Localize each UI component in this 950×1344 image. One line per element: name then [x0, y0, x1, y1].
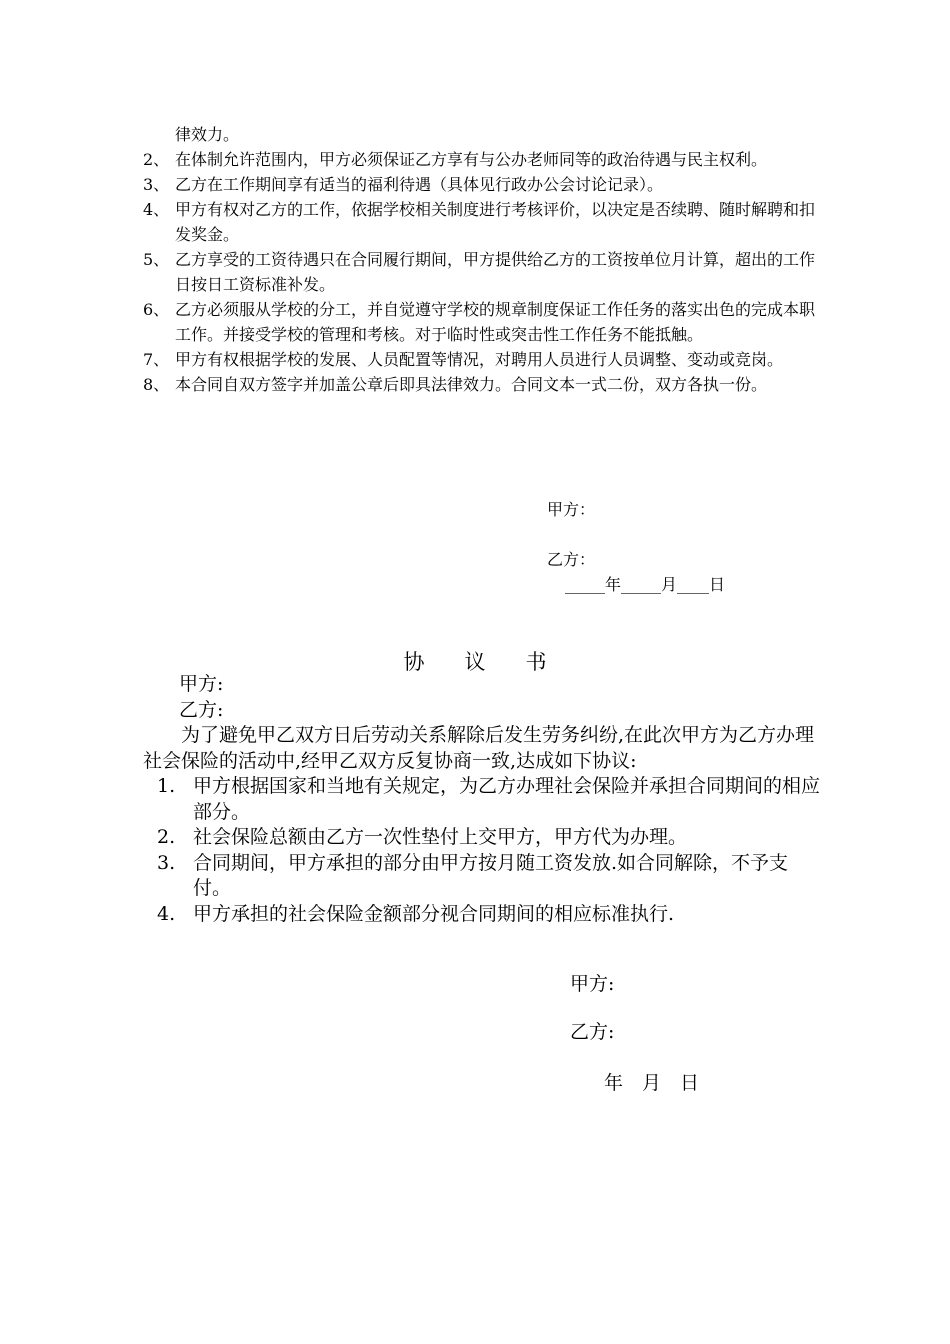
item-number: 2. [157, 826, 176, 848]
contract-item [143, 297, 823, 347]
item-number: 4. [157, 902, 176, 925]
item-text: 甲方有权根据学校的发展、人员配置等情况，对聘用人员进行人员调整、变动或竞岗。 [175, 350, 784, 369]
agreement-intro: 为了避免甲乙双方日后劳动关系解除后发生劳务纠纷,在此次甲方为乙方办理社会保险的活动中,经甲乙双方反复协商一致,达成如下协议: [143, 724, 815, 772]
contract-date: _____年_____月____日 [565, 575, 726, 594]
item-number: 3. [157, 851, 176, 874]
item-number: 7、 [143, 350, 170, 369]
item-text: 乙方必须服从学校的分工，并自觉遵守学校的规章制度保证工作任务的落实出色的完成本职工作。并接受学校的管理和考核。对于临时性或突击性工作任务不能抵触。 [175, 300, 816, 344]
agreement-party-b: 乙方: [179, 698, 224, 721]
contract-item [143, 197, 823, 247]
agreement-item [143, 825, 823, 851]
agreement-sign-party-a: 甲方: [570, 973, 615, 995]
contract-item [143, 347, 823, 372]
item-number: 6、 [143, 300, 170, 319]
contract-continuation: 律效力。 [175, 125, 240, 144]
agreement-date: 年 月 日 [604, 1072, 700, 1094]
item-number: 8、 [143, 375, 170, 394]
contract-terms [143, 122, 823, 397]
item-text: 乙方享受的工资待遇只在合同履行期间，甲方提供给乙方的工资按单位月计算，超出的工作日按日工资标准补发。 [175, 250, 816, 294]
contract-party-a-signature: 甲方： [547, 500, 596, 519]
agreement-body [143, 672, 823, 927]
item-text: 在体制允许范围内，甲方必须保证乙方享有与公办老师同等的政治待遇与民主权利。 [175, 150, 768, 169]
item-text: 本合同自双方签字并加盖公章后即具法律效力。合同文本一式二份，双方各执一份。 [175, 375, 768, 394]
agreement-item [143, 774, 823, 825]
item-number: 3、 [143, 175, 170, 194]
agreement-item [143, 851, 823, 902]
contract-item [143, 147, 823, 172]
item-number: 2、 [143, 150, 170, 169]
item-number: 5、 [143, 250, 170, 269]
contract-item [143, 372, 823, 397]
agreement-party-a: 甲方: [179, 673, 224, 695]
item-number: 4、 [143, 200, 170, 219]
contract-item [143, 172, 823, 197]
contract-party-b-signature: 乙方： [547, 550, 596, 569]
agreement-item [143, 902, 823, 928]
item-text: 甲方承担的社会保险金额部分视合同期间的相应标准执行. [193, 902, 675, 925]
contract-item [143, 247, 823, 297]
agreement-title: 协议书 [403, 650, 587, 674]
item-text: 社会保险总额由乙方一次性垫付上交甲方，甲方代为办理。 [193, 826, 688, 848]
item-text: 甲方根据国家和当地有关规定，为乙方办理社会保险并承担合同期间的相应部分。 [193, 775, 821, 823]
item-number: 1. [157, 775, 176, 797]
agreement-sign-party-b: 乙方: [570, 1021, 615, 1043]
item-text: 合同期间，甲方承担的部分由甲方按月随工资发放.如合同解除，不予支付。 [193, 851, 789, 899]
item-text: 甲方有权对乙方的工作，依据学校相关制度进行考核评价，以决定是否续聘、随时解聘和扣发奖金。 [175, 200, 816, 244]
item-text: 乙方在工作期间享有适当的福利待遇（具体见行政办公会讨论记录）。 [175, 175, 664, 194]
